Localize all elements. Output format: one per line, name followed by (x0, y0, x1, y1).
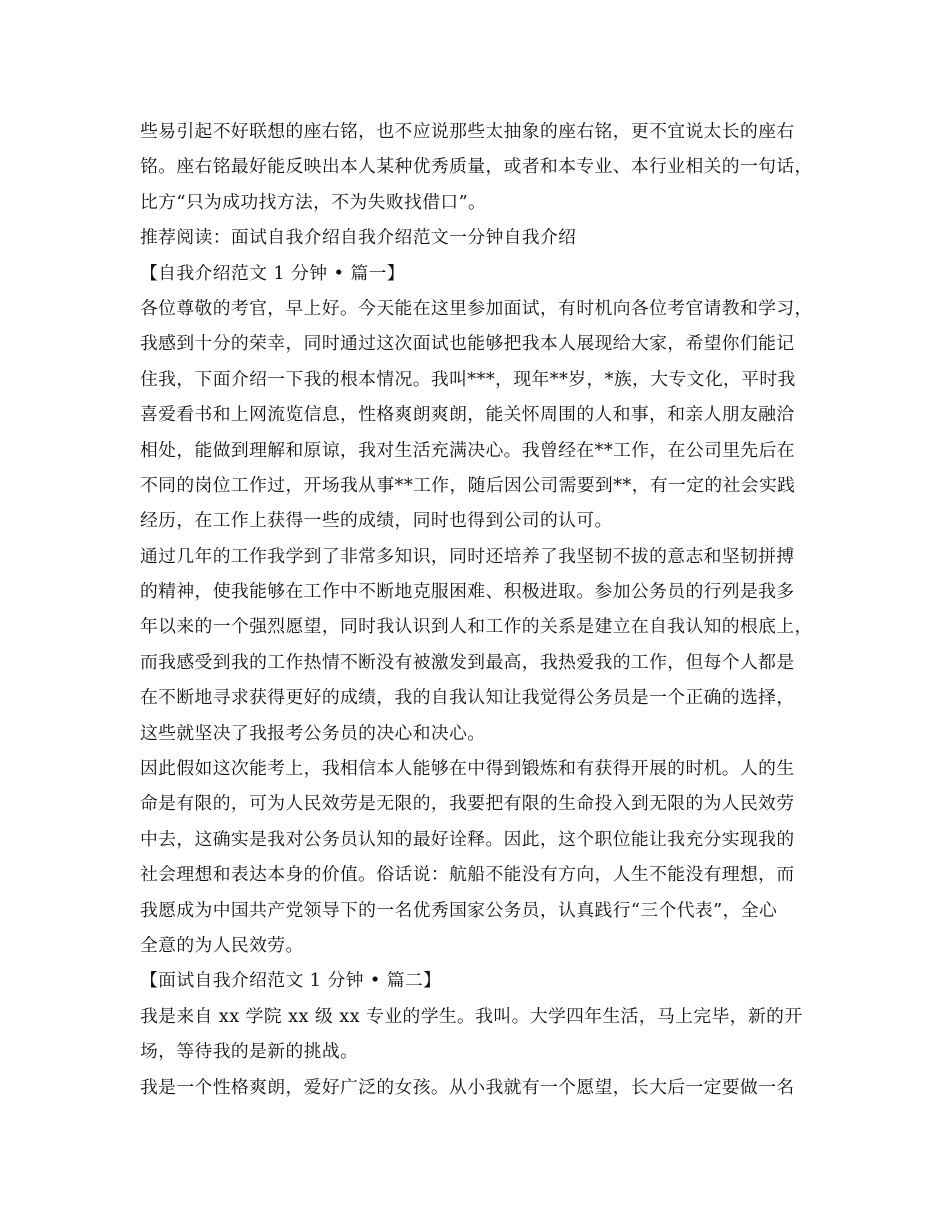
text-line: 各位尊敬的考官，早上好。今天能在这里参加面试，有时机向各位考官请教和学习， (140, 297, 813, 319)
text-line: 些易引起不好联想的座右铭，也不应说那些太抽象的座右铭，更不宜说太长的座右 (140, 121, 795, 142)
text-line: 的精神，使我能够在工作中不断地克服困难、积极进取。参加公务员的行列是我多 (140, 581, 795, 603)
text-line: 全意的为人民效劳。 (140, 934, 304, 956)
text-line: 不同的岗位工作过，开场我从事**工作，随后因公司需要到**，有一定的社会实践 (140, 474, 796, 496)
text-line: 中去，这确实是我对公务员认知的最好诠释。因此，这个职位能让我充分实现我的 (140, 828, 795, 850)
section-heading-2: 【面试自我介绍范文 1 分钟 • 篇二】 (140, 970, 442, 992)
text-line: 经历，在工作上获得一些的成绩，同时也得到公司的认可。 (140, 510, 613, 532)
text-line: 年以来的一个强烈愿望，同时我认识到人和工作的关系是建立在自我认知的根底上， (140, 616, 813, 638)
text-line: 而我感受到我的工作热情不断没有被激发到最高，我热爱我的工作，但每个人都是 (140, 651, 795, 673)
text-line: 这些就坚决了我报考公务员的决心和决心。 (140, 722, 486, 744)
text-line: 在不断地寻求获得更好的成绩，我的自我认知让我觉得公务员是一个正确的选择， (140, 687, 795, 709)
text-line: 我是来自 xx 学院 xx 级 xx 专业的学生。我叫。大学四年生活，马上完毕，新的开 (140, 1005, 803, 1027)
text-line: 我是一个性格爽朗，爱好广泛的女孩。从小我就有一个愿望，长大后一定要做一名 (140, 1076, 795, 1098)
text-line: 社会理想和表达本身的价值。俗话说：航船不能没有方向，人生不能没有理想，而 (140, 864, 795, 886)
text-line: 因此假如这次能考上，我相信本人能够在中得到锻炼和有获得开展的时机。人的生 (140, 758, 795, 780)
text-line: 喜爱看书和上网流览信息，性格爽朗爽朗，能关怀周围的人和事，和亲人朋友融洽 (140, 404, 795, 426)
text-line: 我愿成为中国共产党领导下的一名优秀国家公务员，认真践行“三个代表”，全心 (140, 899, 778, 921)
section-heading-1: 【自我介绍范文 1 分钟 • 篇一】 (140, 262, 405, 284)
text-line: 命是有限的，可为人民效劳是无限的，我要把有限的生命投入到无限的为人民效劳 (140, 793, 795, 815)
text-line: 铭。座右铭最好能反映出本人某种优秀质量，或者和本专业、本行业相关的一句话， (140, 156, 813, 178)
text-line: 比方“只为成功找方法，不为失败找借口”。 (140, 191, 487, 213)
text-line: 相处，能做到理解和原谅，我对生活充满决心。我曾经在**工作，在公司里先后在 (140, 439, 795, 461)
recommended-reading-line: 推荐阅读：面试自我介绍自我介绍范文一分钟自我介绍 (140, 227, 577, 249)
text-line: 通过几年的工作我学到了非常多知识，同时还培养了我坚韧不拔的意志和坚韧拼搏 (140, 545, 795, 567)
text-line: 我感到十分的荣幸，同时通过这次面试也能够把我本人展现给大家，希望你们能记 (140, 333, 795, 355)
text-line: 住我，下面介绍一下我的根本情况。我叫***，现年**岁，*族，大专文化，平时我 (140, 368, 796, 390)
text-line: 场，等待我的是新的挑战。 (140, 1041, 359, 1063)
